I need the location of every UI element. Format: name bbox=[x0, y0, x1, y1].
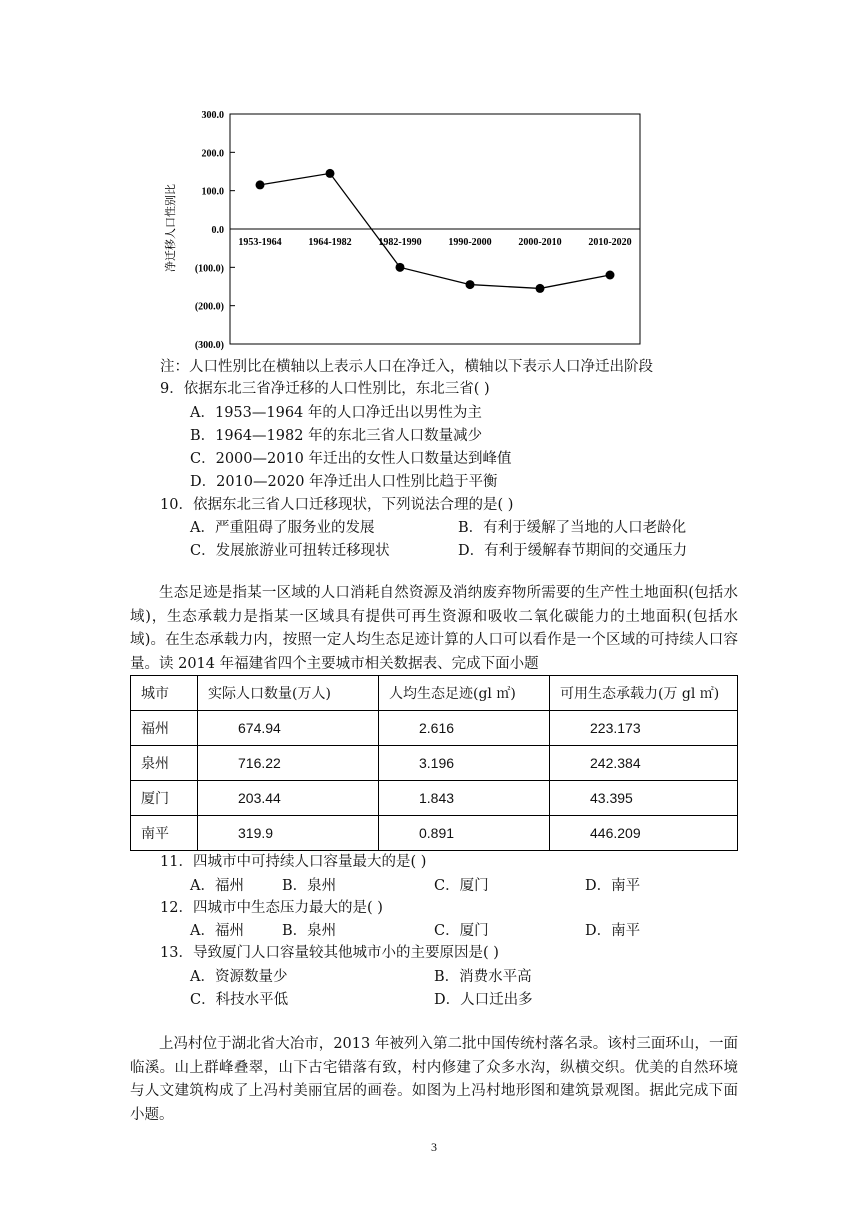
data-point bbox=[326, 169, 335, 178]
table-cell: 南平 bbox=[131, 816, 198, 851]
series-line bbox=[260, 173, 610, 288]
q9-option-a: A．1953—1964 年的人口净迁出以男性为主 bbox=[190, 405, 482, 421]
q13-option-a: A．资源数量少 bbox=[190, 969, 288, 985]
data-point bbox=[396, 263, 405, 272]
passage-shangfeng-village: 上冯村位于湖北省大冶市，2013 年被列入第二批中国传统村落名录。该村三面环山，一面临溪。山上群峰叠翠，山下古宅错落有致，村内修建了众多水沟，纵横交织。优美的自然环境与人文建筑构成了上冯村美丽宜居的画卷。如图为上冯村地形图和建筑景观图。据此完成下面小题。 bbox=[130, 1036, 738, 1123]
data-point bbox=[466, 280, 475, 289]
chart-note: 注：人口性别比在横轴以上表示人口在净迁入，横轴以下表示人口净迁出阶段 bbox=[160, 359, 653, 375]
y-tick-label: 100.0 bbox=[201, 186, 224, 198]
table-cell: 43.395 bbox=[550, 781, 738, 816]
y-tick-label: (100.0) bbox=[194, 263, 224, 275]
q12-stem: 12．四城市中生态压力最大的是( ) bbox=[160, 900, 383, 916]
q10-option-c: C．发展旅游业可扭转迁移现状 bbox=[190, 543, 390, 559]
q12-option-c: C．厦门 bbox=[434, 923, 489, 939]
x-tick-label: 2010-2020 bbox=[588, 237, 632, 248]
table-header: 城市 bbox=[131, 676, 198, 711]
y-axis-title: 净迁移人口性别比 bbox=[164, 184, 177, 272]
table-cell: 446.209 bbox=[550, 816, 738, 851]
q11-option-c: C．厦门 bbox=[434, 878, 489, 894]
table-header: 人均生态足迹(gl ㎡) bbox=[379, 676, 550, 711]
data-point bbox=[536, 284, 545, 293]
table-cell: 泉州 bbox=[131, 746, 198, 781]
q9-option-c: C．2000—2010 年迁出的女性人口数量达到峰值 bbox=[190, 451, 512, 467]
y-tick-label: 0.0 bbox=[211, 225, 224, 236]
table-row bbox=[131, 781, 738, 816]
q10-option-b: B．有利于缓解了当地的人口老龄化 bbox=[458, 520, 687, 536]
q11-option-d: D．南平 bbox=[585, 878, 641, 894]
y-tick-label: (300.0) bbox=[194, 340, 224, 351]
q11-option-b: B．泉州 bbox=[282, 878, 337, 894]
q12-option-b: B．泉州 bbox=[282, 923, 337, 939]
table-cell: 674.94 bbox=[198, 711, 379, 746]
q12-option-a: A．福州 bbox=[190, 923, 244, 939]
table-cell: 242.384 bbox=[550, 746, 738, 781]
table-header-row bbox=[131, 676, 738, 711]
table-row bbox=[131, 711, 738, 746]
table-row bbox=[131, 816, 738, 851]
q10-option-d: D．有利于缓解春节期间的交通压力 bbox=[458, 543, 688, 559]
q10-option-a: A．严重阻碍了服务业的发展 bbox=[190, 520, 375, 536]
x-tick-label: 1953-1964 bbox=[238, 237, 282, 248]
data-point bbox=[606, 271, 615, 280]
x-tick-label: 1990-2000 bbox=[448, 237, 492, 248]
table-cell: 2.616 bbox=[379, 711, 550, 746]
table-cell: 716.22 bbox=[198, 746, 379, 781]
q9-stem: 9．依据东北三省净迁移的人口性别比，东北三省( ) bbox=[160, 381, 490, 397]
q12-option-d: D．南平 bbox=[585, 923, 641, 939]
y-tick-label: 200.0 bbox=[201, 148, 224, 160]
table-row bbox=[131, 746, 738, 781]
table-cell: 1.843 bbox=[379, 781, 550, 816]
q11-option-a: A．福州 bbox=[190, 878, 244, 894]
table-cell: 223.173 bbox=[550, 711, 738, 746]
q13-option-d: D．人口迁出多 bbox=[434, 992, 533, 1008]
q10-stem: 10．依据东北三省人口迁移现状，下列说法合理的是( ) bbox=[160, 497, 514, 513]
y-tick-label: 300.0 bbox=[201, 110, 224, 121]
q13-option-b: B．消费水平高 bbox=[434, 969, 532, 985]
q9-option-d: D．2010—2020 年净迁出人口性别比趋于平衡 bbox=[190, 474, 498, 490]
x-tick-label: 1964-1982 bbox=[308, 237, 352, 248]
table-cell: 319.9 bbox=[198, 816, 379, 851]
page-number: 3 bbox=[431, 1140, 437, 1154]
q9-option-b: B．1964—1982 年的东北三省人口数量减少 bbox=[190, 428, 483, 444]
x-tick-label: 1982-1990 bbox=[378, 237, 422, 248]
table-cell: 0.891 bbox=[379, 816, 550, 851]
q11-stem: 11．四城市中可持续人口容量最大的是( ) bbox=[160, 854, 427, 870]
q13-option-c: C．科技水平低 bbox=[190, 992, 289, 1008]
table-header: 可用生态承载力(万 gl ㎡) bbox=[550, 676, 738, 711]
table-header: 实际人口数量(万人) bbox=[198, 676, 379, 711]
data-point bbox=[256, 180, 265, 189]
q13-stem: 13．导致厦门人口容量较其他城市小的主要原因是( ) bbox=[160, 945, 499, 961]
table-cell: 福州 bbox=[131, 711, 198, 746]
table-cell: 厦门 bbox=[131, 781, 198, 816]
x-tick-label: 2000-2010 bbox=[518, 237, 562, 248]
passage-ecological-footprint: 生态足迹是指某一区域的人口消耗自然资源及消纳废弃物所需要的生产性土地面积(包括水域)，生态承载力是指某一区域具有提供可再生资源和吸收二氧化碳能力的土地面积(包括水域)。在生态承载力内，按照一定人均生态足迹计算的人口可以看作是一个区域的可持续人口容量。读 2014 年福建省四个主要城市相关数据表、完成下面小题 bbox=[130, 585, 738, 672]
table-cell: 203.44 bbox=[198, 781, 379, 816]
y-tick-label: (200.0) bbox=[194, 301, 224, 313]
table-cell: 3.196 bbox=[379, 746, 550, 781]
city-data-table bbox=[130, 675, 738, 851]
sex-ratio-line-chart bbox=[160, 100, 660, 355]
